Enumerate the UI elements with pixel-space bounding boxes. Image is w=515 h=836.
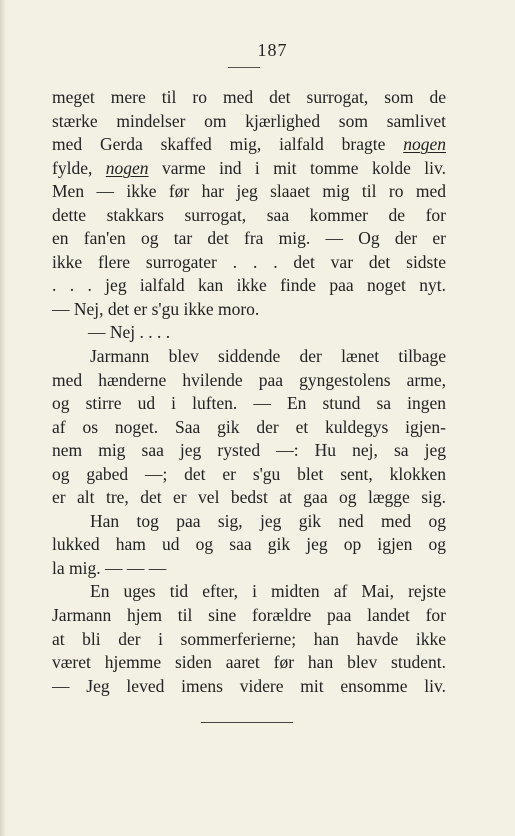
text-line: Han tog paa sig, jeg gik ned med og bbox=[90, 510, 446, 531]
text-line: — Nej . . . . bbox=[88, 322, 171, 343]
text-line: og gabed —; det er s'gu blet sent, klokken bbox=[52, 463, 446, 484]
text-line: en fan'en og tar det fra mig. — Og der er bbox=[52, 228, 446, 249]
text-line: meget mere til ro med det surrogat, som de bbox=[52, 87, 446, 107]
text-span: fylde, bbox=[52, 157, 106, 178]
text-line: været hjemme siden aaret før han blev student. bbox=[52, 652, 446, 673]
text-span: varme ind i mit tomme kolde liv. bbox=[148, 157, 446, 178]
text-span: med Gerda skaffed mig, ialfald bragte bbox=[52, 134, 404, 155]
body-text bbox=[52, 86, 446, 698]
footer-rule bbox=[201, 722, 293, 723]
text-line: En uges tid efter, i midten af Mai, rejste bbox=[90, 581, 446, 602]
text-line: la mig. — — — bbox=[52, 557, 167, 578]
text-line: — Jeg leved imens videre mit ensomme liv. bbox=[52, 675, 446, 696]
text-line: at bli der i sommerferierne; han havde ikke bbox=[52, 628, 446, 649]
text-line: Men — ikke før har jeg slaaet mig til ro med bbox=[52, 181, 446, 202]
text-line: lukked ham ud og saa gik jeg op igjen og bbox=[52, 534, 446, 555]
text-line: . . . jeg ialfald kan ikke finde paa noget nyt. bbox=[52, 275, 446, 296]
text-line: er alt tre, det er vel bedst at gaa og lægge sig. bbox=[52, 487, 446, 508]
text-line bbox=[52, 133, 446, 157]
emphasis: nogen bbox=[403, 134, 446, 155]
text-line: med hænderne hvilende paa gyngestolens arme, bbox=[52, 369, 446, 390]
text-line: og stirre ud i luften. — En stund sa ingen bbox=[52, 393, 446, 414]
text-line: — Nej, det er s'gu ikke moro. bbox=[52, 298, 260, 319]
text-line: Jarmann blev siddende der lænet tilbage bbox=[90, 346, 446, 367]
text-line: Jarmann hjem til sine forældre paa landet for bbox=[52, 605, 446, 626]
text-line bbox=[52, 157, 446, 181]
text-line: ikke flere surrogater . . . det var det sidste bbox=[52, 251, 446, 272]
text-line: af os noget. Saa gik der et kuldegys igjen- bbox=[52, 416, 446, 437]
emphasis: nogen bbox=[105, 157, 149, 178]
header-rule bbox=[228, 67, 260, 68]
text-line: nem mig saa jeg rysted —: Hu nej, sa jeg bbox=[52, 440, 446, 461]
page-number: 187 bbox=[257, 40, 288, 60]
text-line: dette stakkars surrogat, saa kommer de for bbox=[52, 204, 446, 225]
text-line: stærke mindelser om kjærlighed som samlivet bbox=[52, 110, 446, 131]
page-edge-shadow bbox=[0, 0, 6, 836]
